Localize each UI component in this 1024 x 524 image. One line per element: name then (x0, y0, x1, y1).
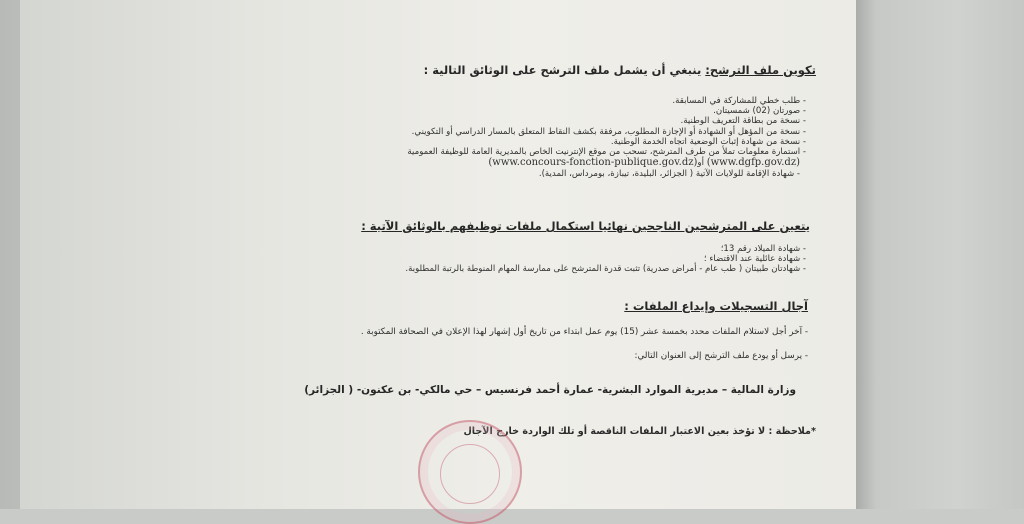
section-2-heading: يتعين على المترشحين الناجحين نهائيا استكمال ملفات توظيفهم بالوثائق الآتية : (361, 219, 810, 233)
dgfp-url: (www.dgfp.gov.dz) (706, 157, 800, 169)
send-address-paragraph: - يرسل أو يودع ملف الترشح إلى العنوان التالي: (634, 351, 808, 361)
list-item: - شهادة الميلاد رقم 13؛ (720, 244, 806, 254)
url-line (407, 157, 806, 169)
list-item: - استمارة معلومات تملأ من طرف المترشح، تسحب من موقع الإنترنيت الخاص بالمديرية العامة للوظيفة العمومية (407, 147, 806, 158)
section-1-list (407, 96, 806, 179)
section-1-title-underlined: تكوين ملف الترشح: (705, 63, 816, 77)
list-item: - شهادة الإقامة للولايات الآتية ( الجزائر، البليدة، تيبازة، بومرداس، المدية). (538, 169, 800, 180)
deadline-paragraph: - آخر أجل لاستلام الملفات محدد بخمسة عشر (15) يوم عمل ابتداء من تاريخ أول إشهار لهذا الإعلان في الصحافة المكتوبة . (360, 327, 808, 337)
list-item: - طلب خطي للمشاركة في المسابقة. (672, 96, 806, 106)
list-item: - شهادة عائلية عند الاقتضاء ؛ (703, 254, 806, 265)
section-3-heading: آجال التسجيلات وإيداع الملفات : (624, 299, 808, 313)
section-2-list (405, 244, 806, 275)
ministry-address: وزارة المالية – مديرية الموارد البشرية- عمارة أحمد فرنسيس – حي مالكي- بن عكنون- ( الجزائر) (304, 384, 796, 396)
list-item: - نسخة من شهادة إثبات الوضعية اتجاه الخدمة الوطنية. (610, 136, 806, 147)
paper-edge-shadow (856, 0, 1024, 509)
url-connector: أو (697, 158, 707, 169)
list-item: - شهادتان طبيتان ( طب عام - أمراض صدرية) تثبت قدرة المترشح على ممارسة المهام المنوطة بالرتبة المطلوبة. (405, 264, 806, 275)
list-item: - نسخة من بطاقة التعريف الوطنية. (680, 116, 806, 127)
concours-url: (www.concours-fonction-publique.gov.dz) (488, 157, 698, 169)
section-application-file (424, 62, 816, 78)
list-item: - نسخة من المؤهل أو الشهادة أو الإجازة المطلوب، مرفقة بكشف النقاط المتعلق بالمسار الدراسي أو التكويني. (411, 126, 806, 137)
list-item: - صورتان (02) شمسيتان. (713, 106, 806, 117)
note-text: *ملاحظة : لا تؤخذ بعين الاعتبار الملفات الناقصة أو تلك الواردة خارج الآجال (463, 426, 816, 437)
section-1-heading (424, 62, 816, 78)
section-1-title-rest: ينبغي أن يشمل ملف الترشح على الوثائق التالية : (423, 63, 706, 77)
official-seal-inner-ring (440, 444, 500, 504)
